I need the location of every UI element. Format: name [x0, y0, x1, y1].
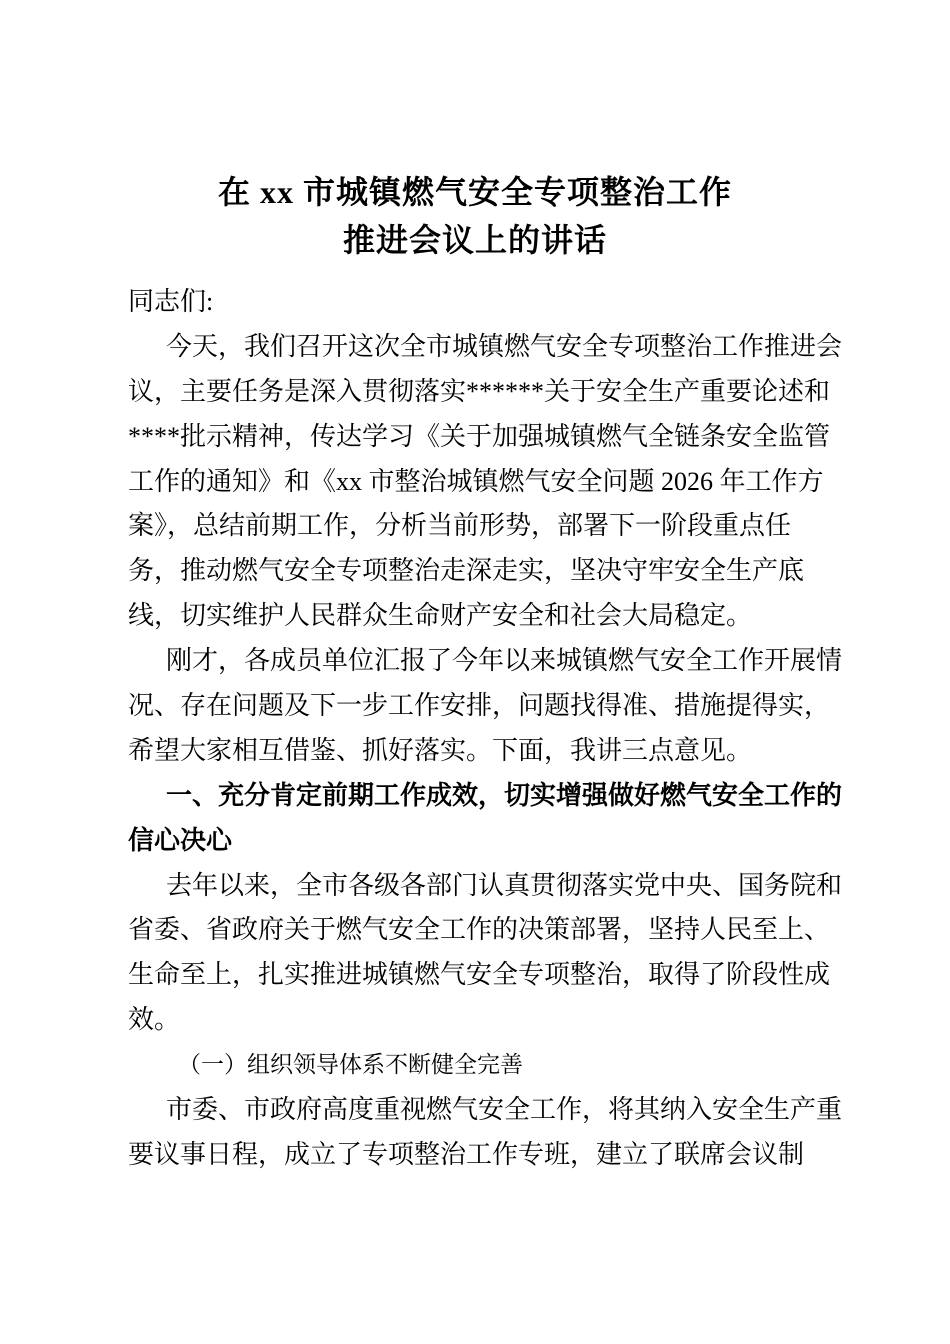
- salutation: 同志们:: [128, 287, 214, 316]
- paragraph-line: 去年以来，全市各级各部门认真贯彻落实党中央、国务院和: [166, 870, 843, 900]
- paragraph-line: 要议事日程，成立了专项整治工作专班，建立了联席会议制: [128, 1139, 805, 1169]
- title-line-2: 推进会议上的讲话: [342, 222, 607, 258]
- paragraph-line: 省委、省政府关于燃气安全工作的决策部署，坚持人民至上、: [128, 915, 831, 945]
- paragraph-line: ****批示精神，传达学习《关于加强城镇燃气全链条安全监管: [128, 421, 831, 451]
- title-line-1: 在 xx 市城镇燃气安全专项整治工作: [217, 174, 732, 210]
- paragraph-line: 案》，总结前期工作，分析当前形势，部署下一阶段重点任: [128, 511, 792, 541]
- paragraph-line: 况、存在问题及下一步工作安排，问题找得准、措施提得实，: [128, 691, 831, 721]
- document-body: [128, 280, 848, 1178]
- paragraph-line: 生命至上，扎实推进城镇燃气安全专项整治，取得了阶段性成: [128, 960, 831, 990]
- paragraph-line: 线，切实维护人民群众生命财产安全和社会大局稳定。: [128, 601, 753, 631]
- paragraph-line: 市委、市政府高度重视燃气安全工作，将其纳入安全生产重: [166, 1095, 843, 1125]
- paragraph-line: 希望大家相互借鉴、抓好落实。下面，我讲三点意见。: [128, 735, 753, 765]
- paragraph-line: 效。: [128, 1005, 181, 1035]
- section-heading: 信心决心: [128, 825, 233, 855]
- document-title: [0, 168, 950, 264]
- paragraph-line: 今天，我们召开这次全市城镇燃气安全专项整治工作推进会: [166, 331, 843, 361]
- paragraph-line: 务，推动燃气安全专项整治走深走实，坚决守牢安全生产底: [128, 556, 805, 586]
- paragraph-line: 刚才，各成员单位汇报了今年以来城镇燃气安全工作开展情: [166, 646, 843, 676]
- subsection-heading: （一）组织领导体系不断健全完善: [178, 1052, 523, 1078]
- section-heading: 一、充分肯定前期工作成效，切实增强做好燃气安全工作的: [166, 780, 843, 810]
- paragraph-line: 工作的通知》和《xx 市整治城镇燃气安全问题 2026 年工作方: [128, 466, 824, 496]
- paragraph-line: 议，主要任务是深入贯彻落实******关于安全生产重要论述和: [128, 376, 831, 406]
